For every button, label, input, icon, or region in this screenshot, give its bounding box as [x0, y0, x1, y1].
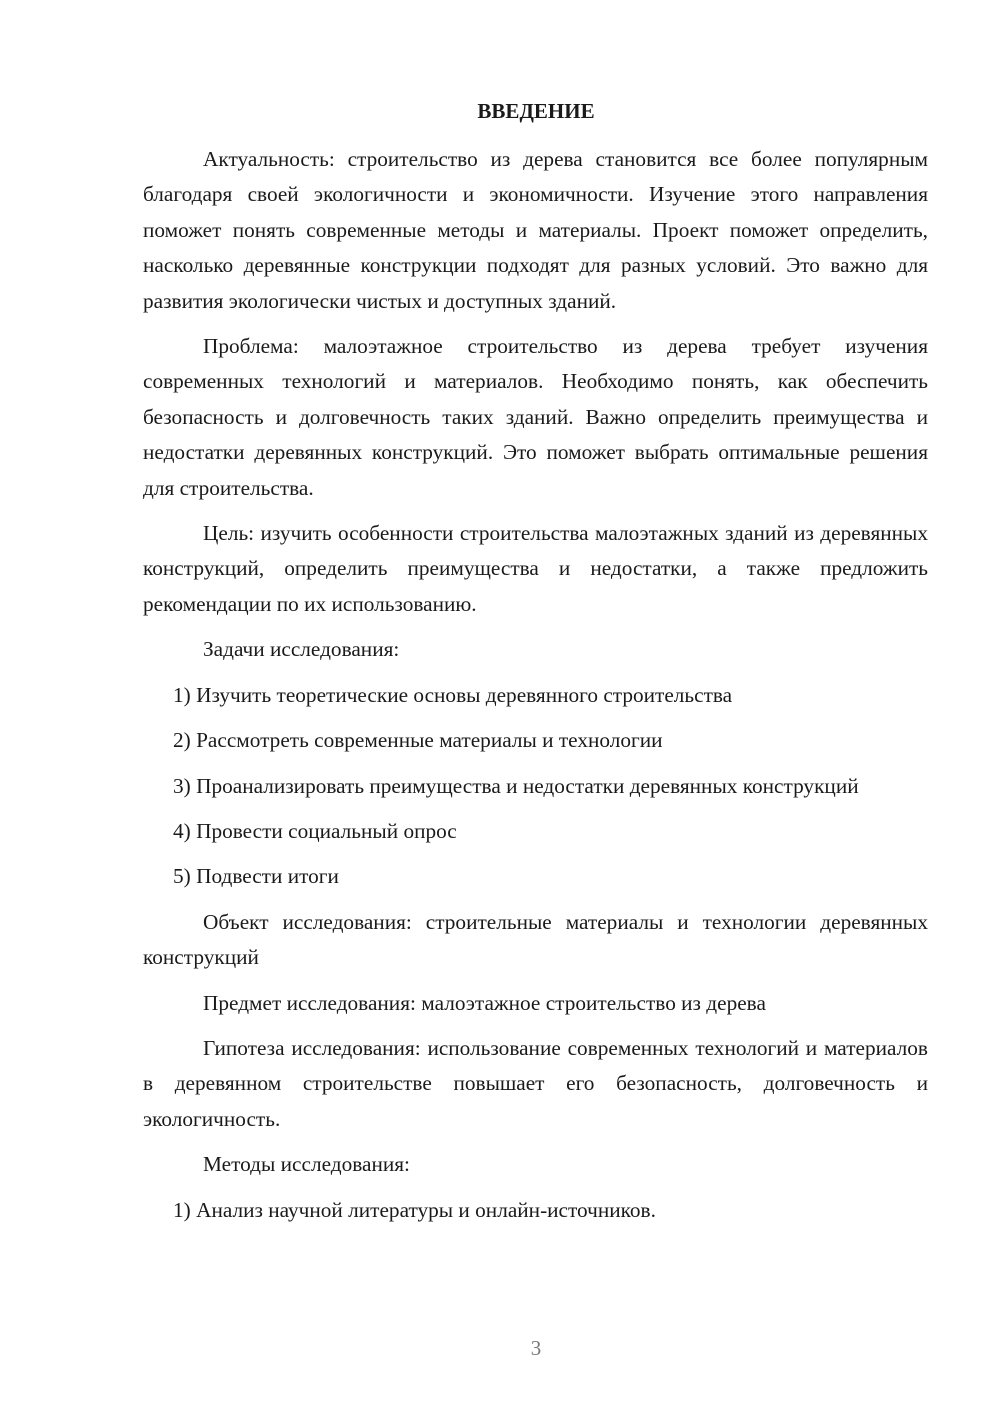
subject-paragraph: Предмет исследования: малоэтажное строительство из дерева: [203, 990, 766, 1015]
task-item: 3) Проанализировать преимущества и недостатки деревянных конструкций: [173, 773, 859, 798]
page-title: ВВЕДЕНИЕ: [477, 99, 595, 123]
tasks-heading: Задачи исследования:: [203, 637, 400, 662]
object-paragraph: Объект исследования: строительные материалы и технологии деревянных конструкций: [143, 909, 928, 970]
method-item: 1) Анализ научной литературы и онлайн-источников.: [173, 1197, 656, 1222]
page-number: 3: [530, 1336, 542, 1360]
goal-paragraph: Цель: изучить особенности строительства малоэтажных зданий из деревянных конструкций, определить преимущества и недостатки, а также предложить рекомендации по их использованию.: [143, 521, 928, 616]
task-item: 5) Подвести итоги: [173, 864, 339, 889]
task-item: 2) Рассмотреть современные материалы и технологии: [173, 728, 663, 753]
task-item: 1) Изучить теоретические основы деревянного строительства: [173, 682, 733, 707]
hypothesis-paragraph: Гипотеза исследования: использование современных технологий и материалов в деревянном строительстве повышает его безопасность, долговечность и экологичность.: [143, 1035, 928, 1131]
problem-paragraph: Проблема: малоэтажное строительство из дерева требует изучения современных технологий и материалов. Необходимо понять, как обеспечить безопасность и долговечность таких зданий. Важно определить преимущества и недостатки деревянных конструкций. Это поможет выбрать оптимальные решения для строительства.: [143, 334, 928, 500]
methods-heading: Методы исследования:: [203, 1152, 410, 1177]
document-body: [143, 142, 928, 1238]
task-item: 4) Провести социальный опрос: [173, 818, 457, 843]
relevance-paragraph: Актуальность: строительство из дерева становится все более популярным благодаря своей экологичности и экономичности. Изучение этого направления поможет понять современные методы и материалы. Проект поможет определить, насколько деревянные конструкции подходят для разных условий. Это важно для развития экологически чистых и доступных зданий.: [143, 147, 928, 313]
